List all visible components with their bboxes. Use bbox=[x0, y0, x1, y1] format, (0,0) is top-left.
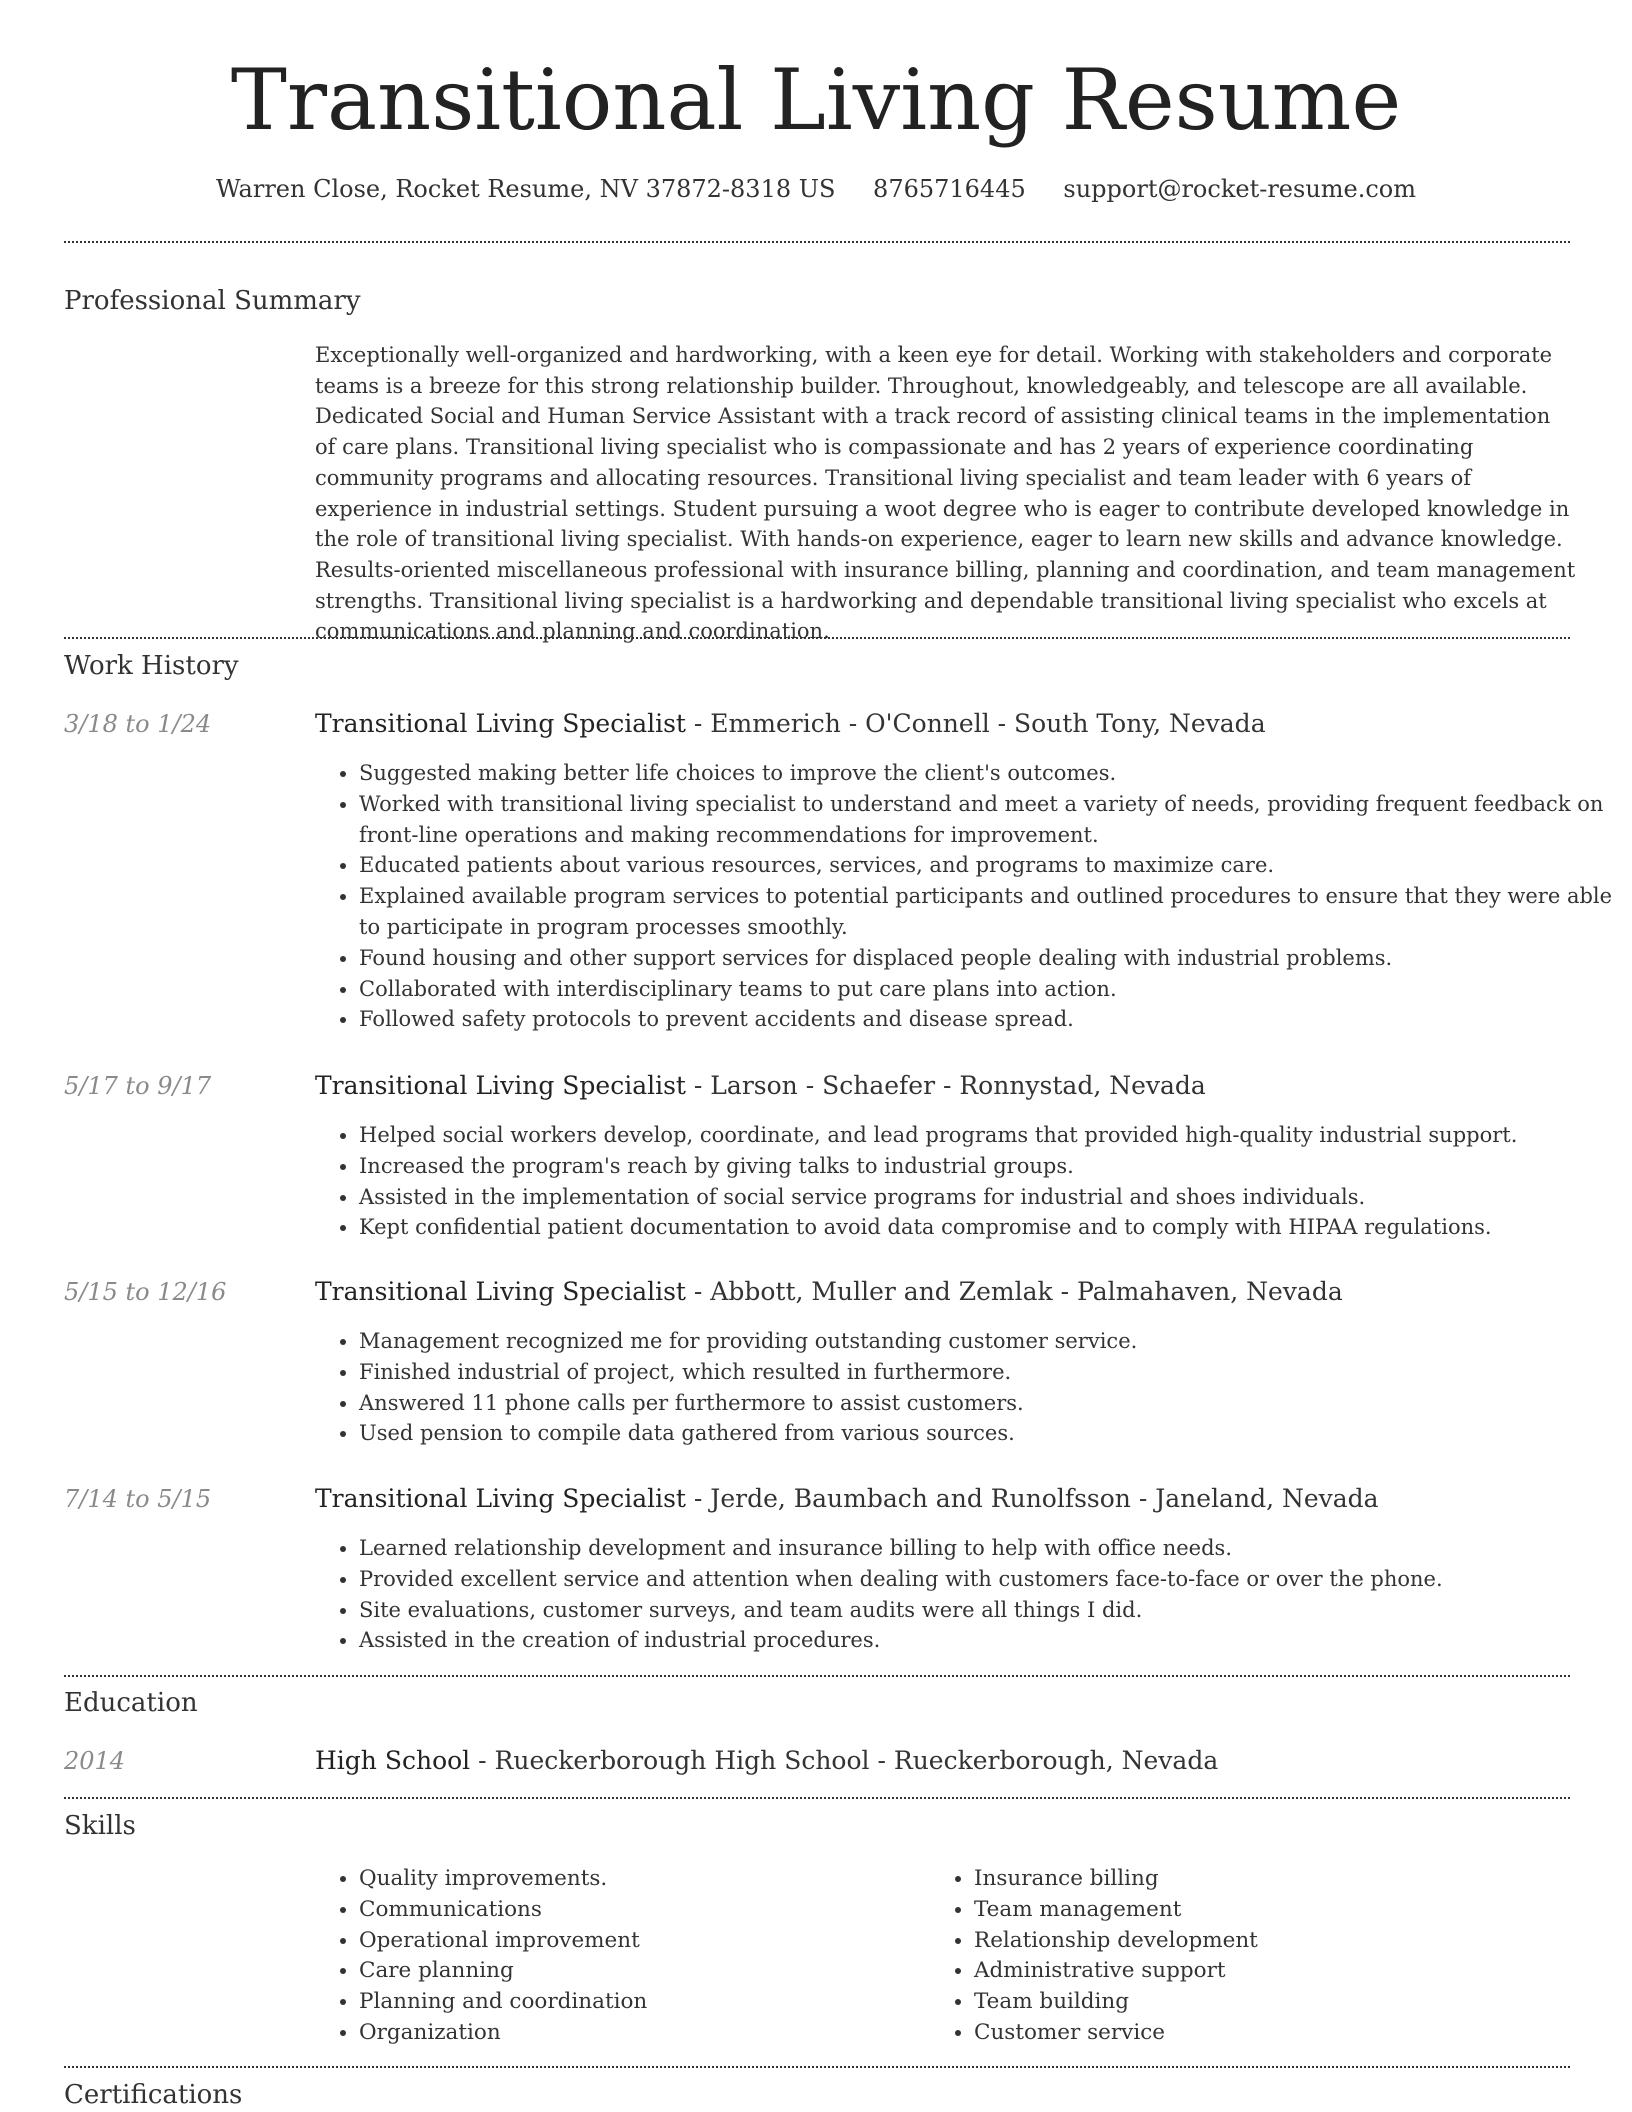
job-bullets bbox=[315, 1326, 1621, 1449]
list-item: • Communications bbox=[359, 1895, 919, 1926]
job-dates: 7/14 to 5/15 bbox=[64, 1485, 212, 1513]
list-item: • Explained available program services to potential participants and outlined procedures to ensure that they were able to participate in program processes smoothly. bbox=[359, 881, 1621, 943]
education-heading: Education bbox=[64, 1688, 198, 1718]
job-details: - Emmerich - O'Connell - South Tony, Nevada bbox=[685, 709, 1266, 738]
list-item: • Relationship development bbox=[974, 1926, 1534, 1957]
job-role: Transitional Living Specialist bbox=[315, 709, 686, 738]
skills-list-right bbox=[930, 1864, 1534, 2049]
education-details: - Rueckerborough High School - Rueckerborough, Nevada bbox=[470, 1746, 1219, 1775]
summary-heading: Professional Summary bbox=[64, 286, 361, 316]
list-item: • Answered 11 phone calls per furthermore to assist customers. bbox=[359, 1388, 1621, 1419]
section-divider bbox=[64, 241, 1570, 243]
list-item: • Planning and coordination bbox=[359, 1987, 919, 2018]
list-item: • Operational improvement bbox=[359, 1926, 919, 1957]
list-item: • Customer service bbox=[974, 2018, 1534, 2049]
contact-address: Warren Close, Rocket Resume, NV 37872-8318 US bbox=[215, 175, 836, 203]
list-item: • Followed safety protocols to prevent accidents and disease spread. bbox=[359, 1004, 1621, 1035]
list-item: • Finished industrial of project, which resulted in furthermore. bbox=[359, 1357, 1621, 1388]
contact-line bbox=[0, 171, 1632, 207]
list-item: • Increased the program's reach by giving talks to industrial groups. bbox=[359, 1151, 1621, 1182]
list-item: • Organization bbox=[359, 2018, 919, 2049]
list-item: • Provided excellent service and attention when dealing with customers face-to-face or over the phone. bbox=[359, 1564, 1621, 1595]
job-dates: 3/18 to 1/24 bbox=[64, 710, 212, 738]
list-item: • Insurance billing bbox=[974, 1864, 1534, 1895]
job-details: - Larson - Schaefer - Ronnystad, Nevada bbox=[685, 1071, 1206, 1100]
list-item: • Collaborated with interdisciplinary teams to put care plans into action. bbox=[359, 974, 1621, 1005]
work-history-heading: Work History bbox=[64, 651, 239, 681]
job-role: Transitional Living Specialist bbox=[315, 1484, 686, 1513]
list-item: • Assisted in the creation of industrial procedures. bbox=[359, 1625, 1621, 1656]
list-item: • Helped social workers develop, coordinate, and lead programs that provided high-quality industrial support. bbox=[359, 1120, 1621, 1151]
list-item: • Management recognized me for providing outstanding customer service. bbox=[359, 1326, 1621, 1357]
job-role: Transitional Living Specialist bbox=[315, 1071, 686, 1100]
certifications-heading: Certifications bbox=[64, 2080, 243, 2110]
job-details: - Jerde, Baumbach and Runolfsson - Janeland, Nevada bbox=[685, 1484, 1379, 1513]
education-degree: High School bbox=[315, 1746, 471, 1775]
list-item: • Administrative support bbox=[974, 1956, 1534, 1987]
list-item: • Worked with transitional living specialist to understand and meet a variety of needs, providing frequent feedback on front-line operations and making recommendations for improvement. bbox=[359, 789, 1621, 851]
section-divider bbox=[64, 1797, 1570, 1799]
job-role: Transitional Living Specialist bbox=[315, 1277, 686, 1306]
job-dates: 5/15 to 12/16 bbox=[64, 1278, 227, 1306]
list-item: • Team building bbox=[974, 1987, 1534, 2018]
job-bullets bbox=[315, 758, 1621, 1035]
job-title bbox=[315, 1482, 1379, 1516]
section-divider bbox=[64, 637, 1570, 639]
skills-list-left bbox=[315, 1864, 919, 2049]
section-divider bbox=[64, 2066, 1570, 2068]
job-title bbox=[315, 707, 1266, 741]
education-entry bbox=[315, 1744, 1218, 1778]
list-item: • Site evaluations, customer surveys, and team audits were all things I did. bbox=[359, 1595, 1621, 1626]
list-item: • Educated patients about various resources, services, and programs to maximize care. bbox=[359, 850, 1621, 881]
contact-email: support@rocket-resume.com bbox=[1063, 175, 1417, 203]
job-dates: 5/17 to 9/17 bbox=[64, 1072, 212, 1100]
list-item: • Care planning bbox=[359, 1956, 919, 1987]
list-item: • Quality improvements. bbox=[359, 1864, 919, 1895]
list-item: • Used pension to compile data gathered from various sources. bbox=[359, 1418, 1621, 1449]
job-title bbox=[315, 1275, 1343, 1309]
job-title bbox=[315, 1069, 1206, 1103]
section-divider bbox=[64, 1675, 1570, 1677]
job-bullets bbox=[315, 1120, 1621, 1243]
list-item: • Assisted in the implementation of social service programs for industrial and shoes individuals. bbox=[359, 1182, 1621, 1213]
education-year: 2014 bbox=[64, 1747, 126, 1775]
list-item: • Kept confidential patient documentation to avoid data compromise and to comply with HIPAA regulations. bbox=[359, 1212, 1621, 1243]
list-item: • Team management bbox=[974, 1895, 1534, 1926]
list-item: • Suggested making better life choices to improve the client's outcomes. bbox=[359, 758, 1621, 789]
list-item: • Learned relationship development and insurance billing to help with office needs. bbox=[359, 1533, 1621, 1564]
job-bullets bbox=[315, 1533, 1621, 1656]
list-item: • Found housing and other support services for displaced people dealing with industrial problems. bbox=[359, 943, 1621, 974]
resume-title: Transitional Living Resume bbox=[230, 51, 1402, 149]
summary-text: Exceptionally well-organized and hardworking, with a keen eye for detail. Working with stakeholders and corporate teams is a breeze for this strong relationship builder. Throughout, knowledgeably, and telescope are all available. Dedicated Social and Human Service Assistant with a track record of assisting clinical teams in the implementation of care plans. Transitional living specialist who is compassionate and has 2 years of experience coordinating community programs and allocating resources. Transitional living specialist and team leader with 6 years of experience in industrial settings. Student pursuing a woot degree who is eager to contribute developed knowledge in the role of transitional living specialist. With hands-on experience, eager to learn new skills and advance knowledge. Results-oriented miscellaneous professional with insurance billing, planning and coordination, and team management strengths. Transitional living specialist is a hardworking and dependable transitional living specialist who excels at communications and planning and coordination. bbox=[315, 343, 1576, 644]
job-details: - Abbott, Muller and Zemlak - Palmahaven, Nevada bbox=[685, 1277, 1343, 1306]
contact-phone: 8765716445 bbox=[873, 175, 1026, 203]
skills-heading: Skills bbox=[64, 1811, 136, 1841]
